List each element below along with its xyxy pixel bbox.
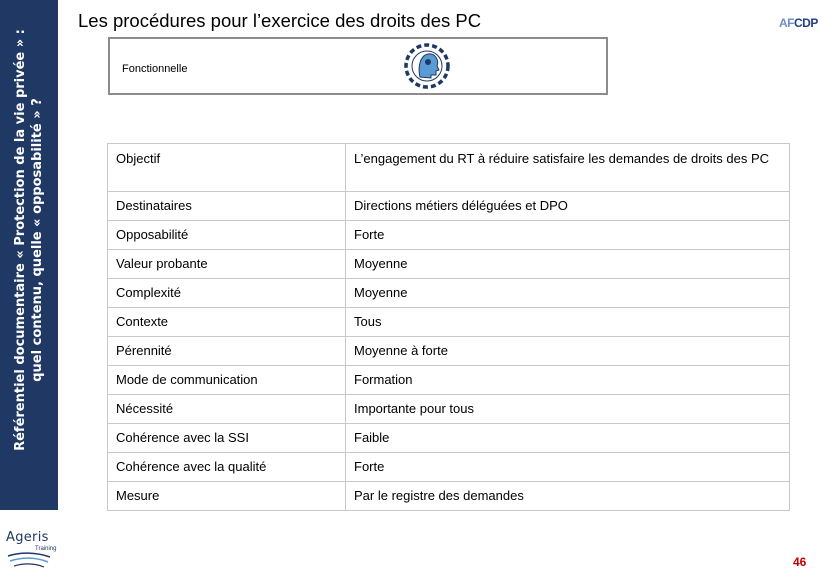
table-row <box>108 250 790 279</box>
table-row <box>108 482 790 511</box>
row-key: Complexité <box>108 279 346 308</box>
sidebar-caption-line2: quel contenu, quelle « opposabilité » ? <box>30 98 45 382</box>
row-key: Valeur probante <box>108 250 346 279</box>
row-key: Contexte <box>108 308 346 337</box>
row-key: Cohérence avec la SSI <box>108 424 346 453</box>
row-value: Formation <box>346 366 790 395</box>
row-value: Directions métiers déléguées et DPO <box>346 192 790 221</box>
row-key: Pérennité <box>108 337 346 366</box>
afcdp-logo: AFCDP <box>779 16 818 30</box>
row-key: Nécessité <box>108 395 346 424</box>
row-value: Forte <box>346 221 790 250</box>
row-key: Mesure <box>108 482 346 511</box>
row-value: Forte <box>346 453 790 482</box>
table-row <box>108 144 790 192</box>
row-key: Opposabilité <box>108 221 346 250</box>
table-row <box>108 366 790 395</box>
table-row <box>108 424 790 453</box>
page-title: Les procédures pour l’exercice des droits des PC <box>78 10 482 31</box>
row-key: Mode de communication <box>108 366 346 395</box>
sidebar-banner <box>0 0 58 510</box>
category-box <box>108 37 608 95</box>
row-value: Moyenne <box>346 279 790 308</box>
table-row <box>108 453 790 482</box>
row-value: Importante pour tous <box>346 395 790 424</box>
row-value: Par le registre des demandes <box>346 482 790 511</box>
ageris-logo <box>6 530 58 574</box>
ageris-wordmark: Ageris <box>6 530 49 545</box>
table-row <box>108 308 790 337</box>
row-value: Tous <box>346 308 790 337</box>
table-row <box>108 337 790 366</box>
category-label: Fonctionnelle <box>122 63 188 75</box>
row-value: L’engagement du RT à réduire satisfaire les demandes de droits des PC <box>346 144 790 192</box>
head-badge-icon <box>402 41 452 91</box>
sidebar-caption-line1: Référentiel documentaire « Protection de la vie privée » : <box>13 29 28 451</box>
ageris-subtitle: Training <box>35 546 57 552</box>
table-row <box>108 192 790 221</box>
sidebar-caption <box>12 10 46 470</box>
row-value: Faible <box>346 424 790 453</box>
page-number: 46 <box>793 555 807 569</box>
table-row <box>108 395 790 424</box>
row-value: Moyenne <box>346 250 790 279</box>
table-row <box>108 221 790 250</box>
row-key: Cohérence avec la qualité <box>108 453 346 482</box>
table-row <box>108 279 790 308</box>
properties-table <box>107 143 790 511</box>
row-key: Objectif <box>108 144 346 192</box>
row-value: Moyenne à forte <box>346 337 790 366</box>
row-key: Destinataires <box>108 192 346 221</box>
